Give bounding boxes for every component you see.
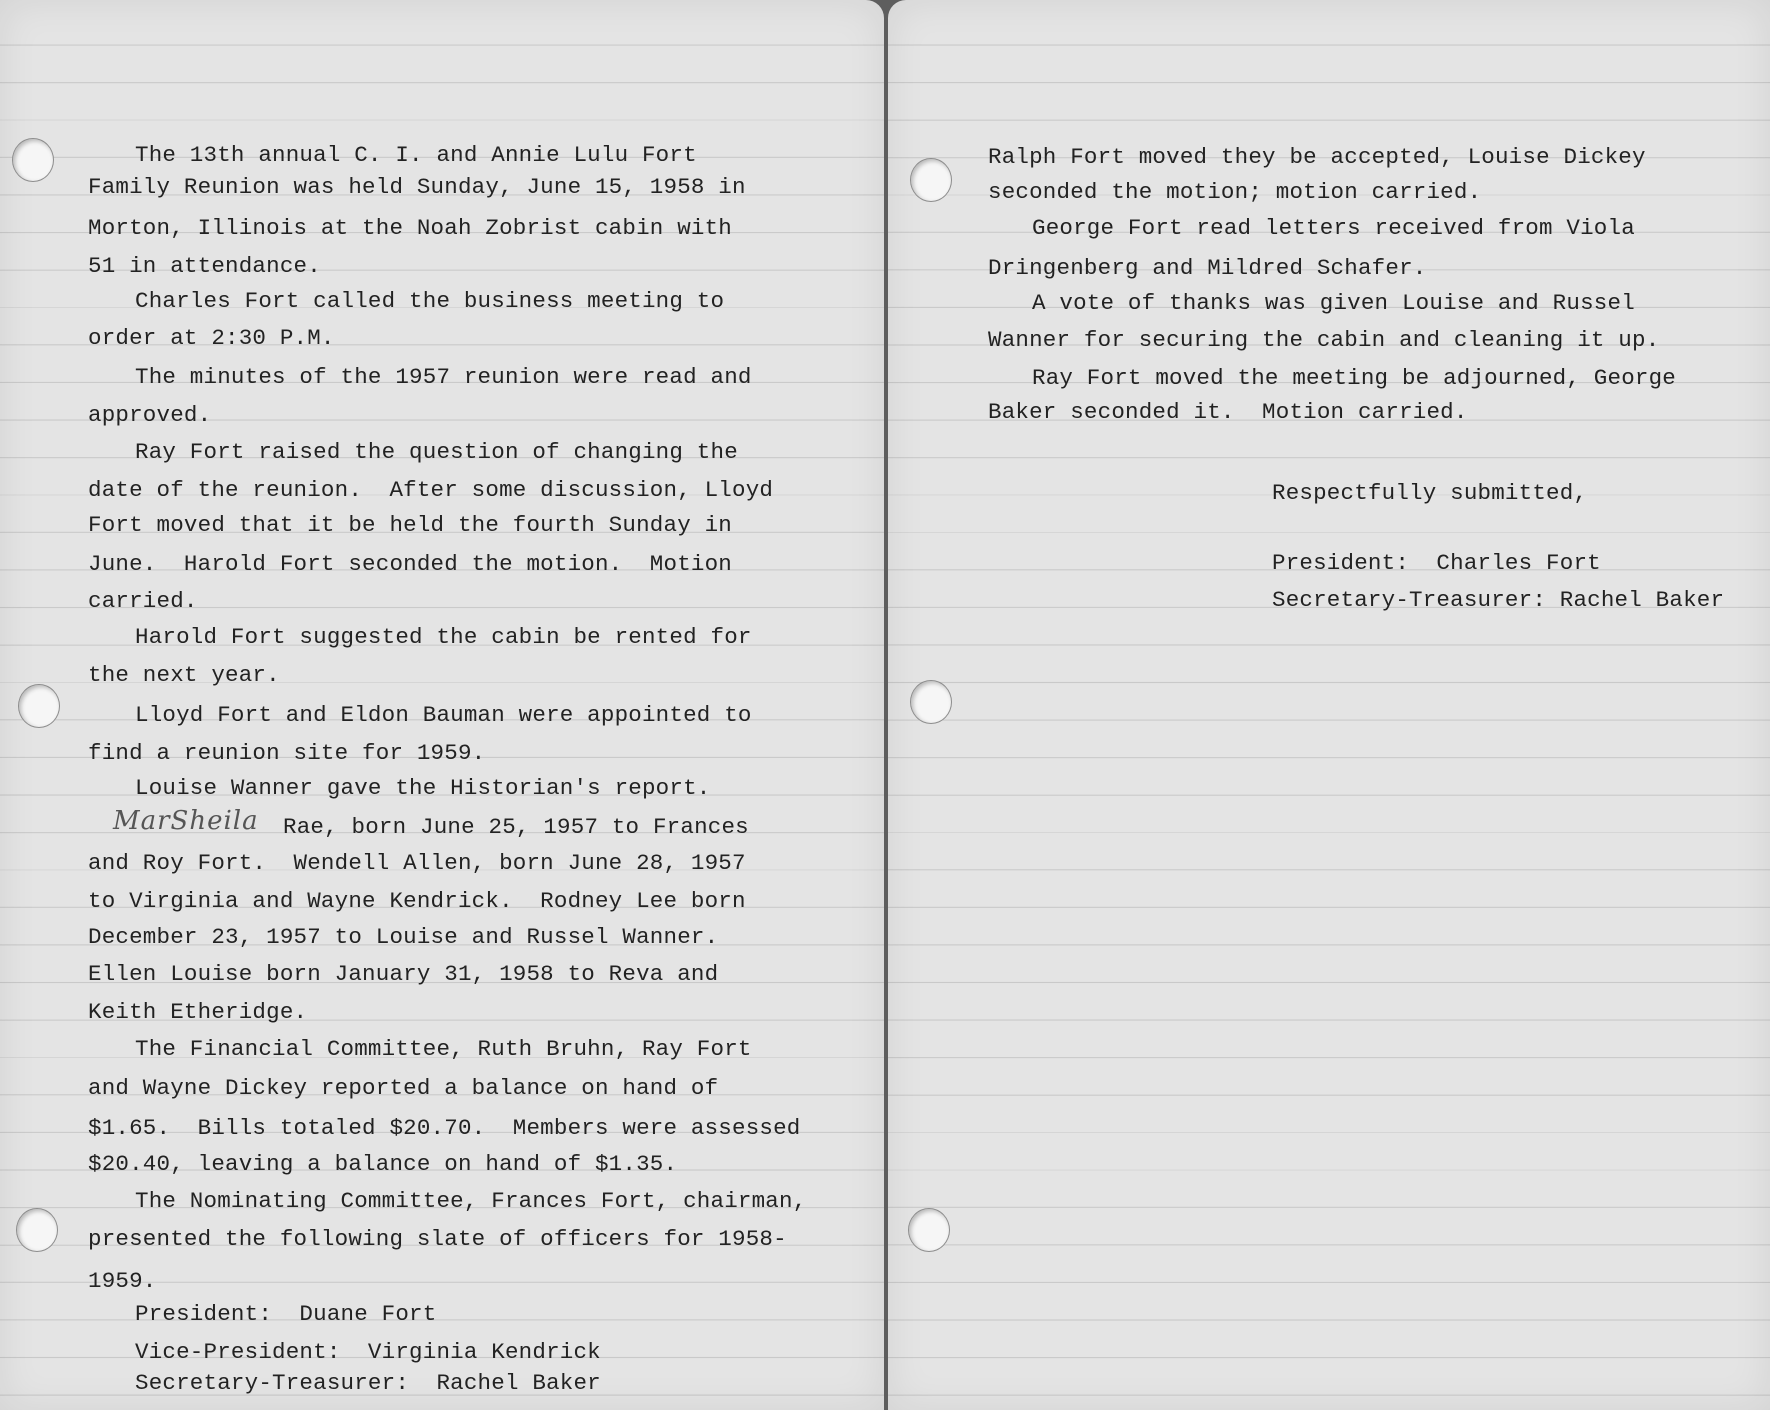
text-line: Wanner for securing the cabin and cleaning it up. [988, 327, 1660, 353]
left-notebook-page [0, 0, 884, 1410]
right-notebook-page [888, 0, 1770, 1410]
text-line: Ray Fort moved the meeting be adjourned, George [1032, 365, 1677, 391]
text-line: seconded the motion; motion carried. [988, 179, 1482, 205]
text-line: Rae, born June 25, 1957 to Frances [283, 814, 749, 840]
text-line: Harold Fort suggested the cabin be rented for [135, 624, 752, 650]
text-line: to Virginia and Wayne Kendrick. Rodney Lee born [88, 888, 746, 914]
text-line: find a reunion site for 1959. [88, 740, 486, 766]
text-line: George Fort read letters received from Viola [1032, 215, 1635, 241]
text-line: approved. [88, 402, 212, 428]
text-line: Family Reunion was held Sunday, June 15, 1958 in [88, 174, 746, 200]
text-line: Secretary-Treasurer: Rachel Baker [135, 1370, 601, 1396]
text-line: 51 in attendance. [88, 253, 321, 279]
text-line: Lloyd Fort and Eldon Bauman were appointed to [135, 702, 752, 728]
text-line: Charles Fort called the business meeting to [135, 288, 725, 314]
text-line: The Financial Committee, Ruth Bruhn, Ray Fort [135, 1036, 752, 1062]
text-line: Dringenberg and Mildred Schafer. [988, 255, 1427, 281]
text-line: Louise Wanner gave the Historian's report. [135, 775, 711, 801]
binder-hole [908, 1208, 950, 1252]
text-line: Ellen Louise born January 31, 1958 to Reva and [88, 961, 719, 987]
text-line: A vote of thanks was given Louise and Russel [1032, 290, 1635, 316]
signature-president: President: Charles Fort [1272, 550, 1601, 576]
text-line: presented the following slate of officers for 1958- [88, 1226, 787, 1252]
text-line: Ralph Fort moved they be accepted, Louise Dickey [988, 144, 1646, 170]
signature-secretary: Secretary-Treasurer: Rachel Baker [1272, 587, 1725, 613]
text-line: The Nominating Committee, Frances Fort, chairman, [135, 1188, 807, 1214]
binder-hole [16, 1208, 58, 1252]
text-line: Keith Etheridge. [88, 999, 308, 1025]
text-line: order at 2:30 P.M. [88, 325, 335, 351]
handwritten-name: MarSheila [113, 806, 259, 836]
text-line: date of the reunion. After some discussion, Lloyd [88, 477, 774, 503]
binder-hole [910, 158, 952, 202]
text-line: Fort moved that it be held the fourth Sunday in [88, 512, 733, 538]
binder-hole [18, 684, 60, 728]
text-line: President: Duane Fort [135, 1301, 437, 1327]
closing-line: Respectfully submitted, [1272, 480, 1588, 506]
text-line: 1959. [88, 1268, 157, 1294]
text-line: Baker seconded it. Motion carried. [988, 399, 1468, 425]
text-line: and Roy Fort. Wendell Allen, born June 28, 1957 [88, 850, 746, 876]
binder-hole [910, 680, 952, 724]
text-line: and Wayne Dickey reported a balance on hand of [88, 1075, 719, 1101]
binder-hole [12, 138, 54, 182]
text-line: The 13th annual C. I. and Annie Lulu Fort [135, 142, 697, 168]
text-line: carried. [88, 588, 198, 614]
text-line: December 23, 1957 to Louise and Russel Wanner. [88, 924, 719, 950]
text-line: Ray Fort raised the question of changing the [135, 439, 738, 465]
text-line: $1.65. Bills totaled $20.70. Members were assessed [88, 1115, 801, 1141]
text-line: $20.40, leaving a balance on hand of $1.35. [88, 1151, 678, 1177]
text-line: the next year. [88, 662, 280, 688]
text-line: Morton, Illinois at the Noah Zobrist cabin with [88, 215, 733, 241]
text-line: The minutes of the 1957 reunion were read and [135, 364, 752, 390]
text-line: June. Harold Fort seconded the motion. Motion [88, 551, 733, 577]
text-line: Vice-President: Virginia Kendrick [135, 1339, 601, 1365]
